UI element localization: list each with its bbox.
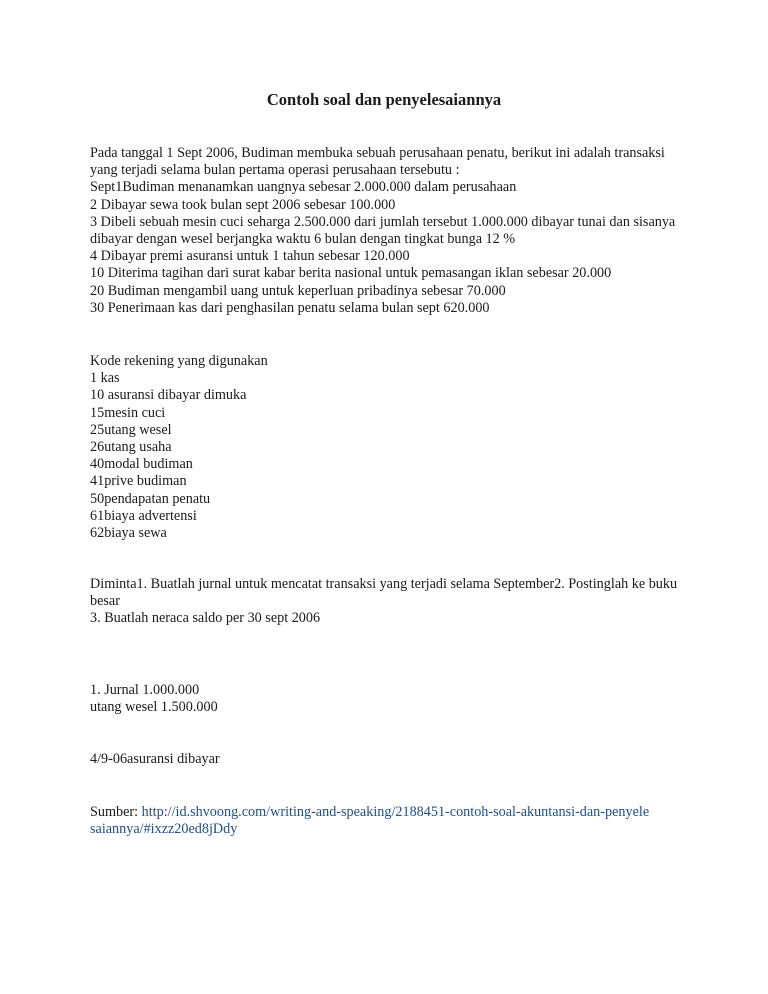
answer-section-continued bbox=[90, 751, 680, 768]
transaction-line: 4 Dibayar premi asuransi untuk 1 tahun sebesar 120.000 bbox=[90, 248, 410, 265]
account-codes-section bbox=[90, 353, 680, 542]
source-link[interactable]: http://id.shvoong.com/writing-and-speaking/2188451-contoh-soal-akuntansi-dan-penyelesaiannya/#ixzz20ed8jDdy bbox=[90, 804, 650, 838]
source-section bbox=[90, 804, 650, 838]
account-code-item: 26utang usaha bbox=[90, 439, 172, 456]
transaction-line: 20 Budiman mengambil uang untuk keperluan pribadinya sebesar 70.000 bbox=[90, 282, 506, 299]
account-code-item: 41prive budiman bbox=[90, 473, 187, 490]
source-label: Sumber: bbox=[90, 804, 142, 820]
intro-paragraph: Pada tanggal 1 Sept 2006, Budiman membuka sebuah perusahaan penatu, berikut ini adalah transaksi yang terjadi selama bulan pertama operasi perusahaan tersebutu : bbox=[90, 145, 665, 179]
account-code-item: 62biaya sewa bbox=[90, 525, 167, 542]
account-code-item: 15mesin cuci bbox=[90, 404, 166, 421]
account-code-item: 10 asuransi dibayar dimuka bbox=[90, 387, 247, 404]
answer-section bbox=[90, 682, 680, 716]
transaction-line: 2 Dibayar sewa took bulan sept 2006 sebesar 100.000 bbox=[90, 196, 396, 213]
transaction-line: 10 Diterima tagihan dari surat kabar berita nasional untuk pemasangan iklan sebesar 20.000 bbox=[90, 265, 612, 282]
task-line: 3. Buatlah neraca saldo per 30 sept 2006 bbox=[90, 610, 321, 627]
account-code-item: 1 kas bbox=[90, 370, 120, 387]
page-title: Contoh soal dan penyelesaiannya bbox=[266, 90, 502, 109]
account-code-item: 25utang wesel bbox=[90, 421, 172, 438]
transaction-line: 3 Dibeli sebuah mesin cuci seharga 2.500.000 dari jumlah tersebut 1.000.000 dibayar tunai dan sisanya dibayar dengan wesel berjangka waktu 6 bulan dengan tingkat bunga 12 % bbox=[90, 213, 676, 248]
tasks-section bbox=[90, 576, 680, 628]
intro-section bbox=[90, 145, 680, 317]
account-code-item: 40modal budiman bbox=[90, 456, 193, 473]
account-code-item: 50pendapatan penatu bbox=[90, 490, 211, 507]
transaction-line: Sept1Budiman menanamkan uangnya sebesar 2.000.000 dalam perusahaan bbox=[90, 179, 517, 196]
transaction-line: 30 Penerimaan kas dari penghasilan penatu selama bulan sept 620.000 bbox=[90, 299, 490, 316]
answer-line: 4/9-06asuransi dibayar bbox=[90, 751, 220, 767]
account-codes-heading: Kode rekening yang digunakan bbox=[90, 353, 268, 369]
answer-line: 1. Jurnal 1.000.000 bbox=[90, 682, 200, 698]
tasks-paragraph: Diminta1. Buatlah jurnal untuk mencatat transaksi yang terjadi selama September2. Postinglah ke buku besar bbox=[90, 576, 678, 610]
answer-line: utang wesel 1.500.000 bbox=[90, 699, 218, 716]
account-code-item: 61biaya advertensi bbox=[90, 507, 197, 524]
